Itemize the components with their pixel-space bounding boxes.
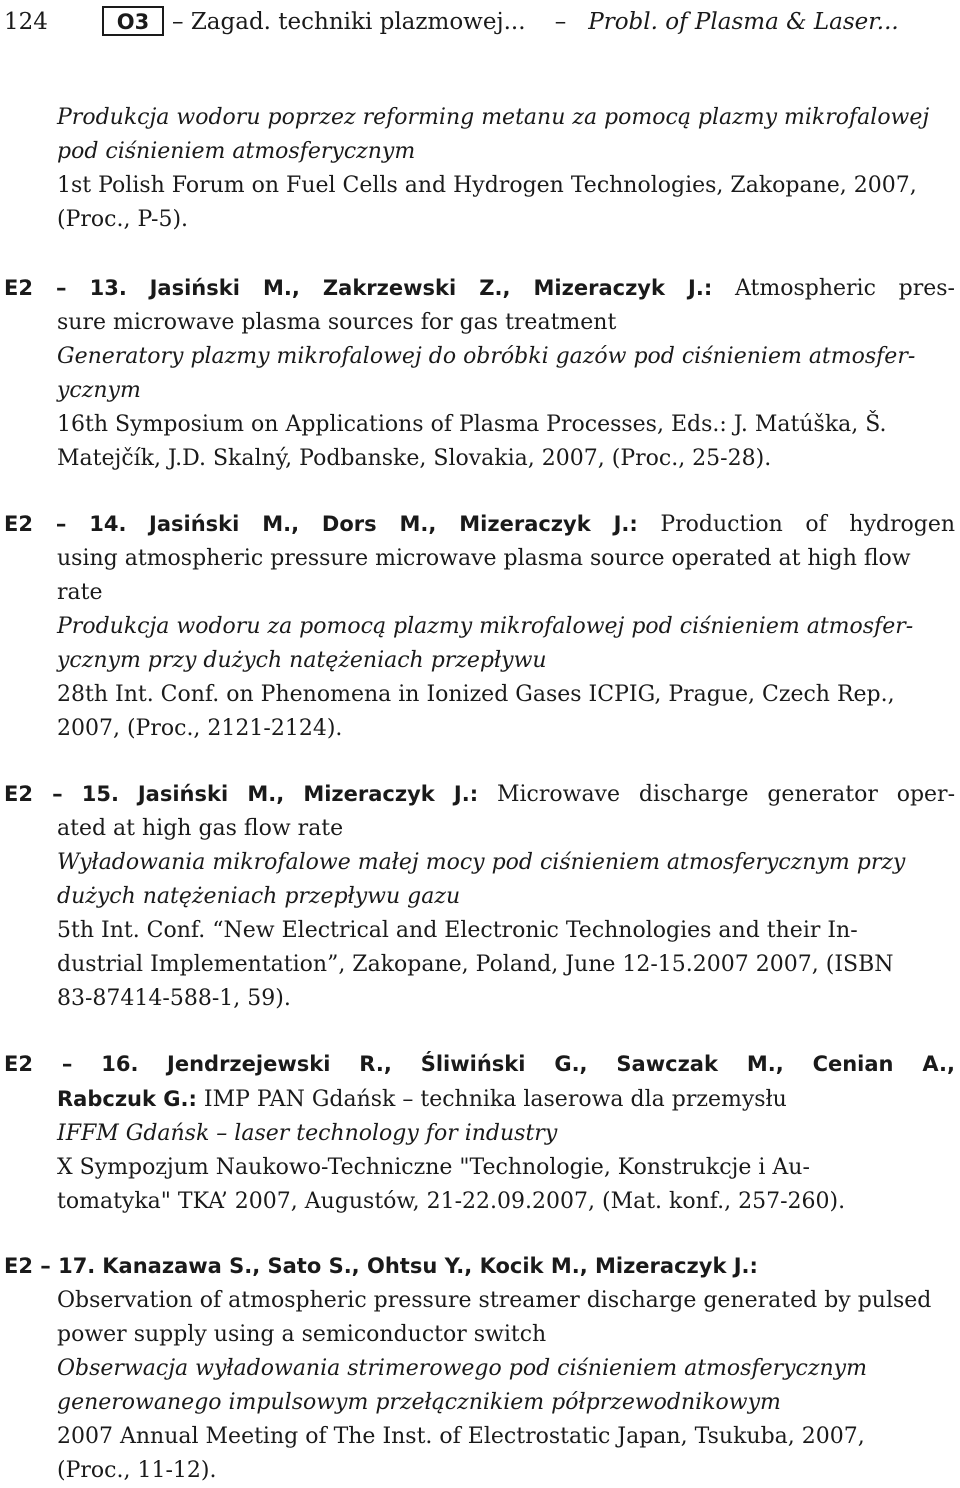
entry-authors: Jasiński M., Zakrzewski Z., Mizeraczyk J.: [149,276,713,300]
entry-authors: Jasiński M., Mizeraczyk J.: [137,782,479,806]
header-title-en: Probl. of Plasma & Laser... [588,9,899,35]
entry-first-line [4,1047,955,1082]
entry-title-pl: Obserwacja wyładowania strimerowego pod ciśnieniem atmosferycznym [57,1356,867,1381]
entry-authors: Rabczuk G.: [57,1087,197,1111]
header-title-pl: Zagad. techniki plazmowej... [190,9,526,35]
entry-title-pl: ycznym przy dużych natężeniach przepływu [57,648,547,673]
entry-title-pl: Wyładowania mikrofalowe małej mocy pod ciśnieniem atmosferycznym przy [57,850,906,875]
entry-title-en: rate [57,580,103,605]
entry-venue: 83-87414-588-1, 59). [57,986,291,1011]
continued-entry [57,101,955,237]
bibliography-entry [4,507,955,746]
entry-venue: dustrial Implementation”, Zakopane, Poland, June 12-15.2007 2007, (ISBN [57,952,894,977]
entry-title-en: Atmospheric pres- [735,276,955,301]
entry-title-pl: Produkcja wodoru poprzez reforming metanu za pomocą plazmy mikrofalowej [57,105,930,130]
entry-venue: (Proc., P-5). [57,207,189,232]
entry-authors: Kanazawa S., Sato S., Ohtsu Y., Kocik M., Mizeraczyk J.: [102,1254,758,1278]
entry-title-en: using atmospheric pressure microwave plasma source operated at high flow [57,546,911,571]
entry-title-en: Microwave discharge generator oper- [496,782,956,807]
entry-title-pl: dużych natężeniach przepływu gazu [57,884,461,909]
entry-venue: X Sympozjum Naukowo-Techniczne "Technologie, Konstrukcje i Au- [57,1155,810,1180]
entry-title-pl: ycznym [57,378,141,403]
bibliography-entry [4,271,955,476]
entry-title-pl: pod ciśnieniem atmosferycznym [57,139,416,164]
entry-title-pl: generowanego impulsowym przełącznikiem półprzewodnikowym [57,1390,781,1415]
entry-title-pl: Produkcja wodoru za pomocą plazmy mikrofalowej pod ciśnieniem atmosfer- [57,614,914,639]
entry-title-en: sure microwave plasma sources for gas treatment [57,310,617,335]
bibliography-entry [4,1249,955,1488]
running-header [4,5,954,39]
entry-title-pl: IMP PAN Gdańsk – technika laserowa dla przemysłu [203,1087,787,1112]
entry-venue: 16th Symposium on Applications of Plasma Processes, Eds.: J. Matúška, Š. [57,412,887,437]
entry-title-en: Observation of atmospheric pressure streamer discharge generated by pulsed [57,1288,932,1313]
entry-authors: Jasiński M., Dors M., Mizeraczyk J.: [149,512,638,536]
entry-venue: tomatyka" TKA’ 2007, Augustów, 21-22.09.2007, (Mat. konf., 257-260). [57,1189,846,1214]
entry-venue: 2007 Annual Meeting of The Inst. of Electrostatic Japan, Tsukuba, 2007, [57,1424,865,1449]
entry-venue: 2007, (Proc., 2121-2124). [57,716,343,741]
entry-first-line [4,777,955,812]
bibliography-entry [4,1047,955,1219]
entry-label: E2 – 13. [4,276,127,300]
entry-venue: Matejčík, J.D. Skalný, Podbanske, Slovakia, 2007, (Proc., 25-28). [57,446,772,471]
entry-venue: 1st Polish Forum on Fuel Cells and Hydrogen Technologies, Zakopane, 2007, [57,173,917,198]
entry-title-en: ated at high gas flow rate [57,816,344,841]
entry-venue: (Proc., 11-12). [57,1458,217,1483]
entry-title-en: Production of hydrogen [660,512,956,537]
entry-venue: 5th Int. Conf. “New Electrical and Electronic Technologies and their In- [57,918,858,943]
section-code-box: O3 [102,6,164,36]
entry-label: E2 – 15. [4,782,119,806]
entry-second-line [4,1082,955,1117]
entry-first-line [4,1249,955,1284]
bibliography-entry [4,777,955,1016]
entry-title-en: IFFM Gdańsk – laser technology for industry [57,1121,558,1146]
entry-first-line [4,507,955,542]
entry-authors: Jendrzejewski R., Śliwiński G., Sawczak M., Cenian A., [167,1052,955,1076]
entry-label: E2 – 16. [4,1052,139,1076]
entry-venue: 28th Int. Conf. on Phenomena in Ionized Gases ICPIG, Prague, Czech Rep., [57,682,895,707]
header-sep-2: – [554,9,567,35]
entry-first-line [4,271,955,306]
page-number: 124 [4,9,48,35]
entry-title-en: power supply using a semiconductor switch [57,1322,547,1347]
header-sep-1: – [172,9,184,35]
entry-label: E2 – 14. [4,512,127,536]
header-titles [172,5,899,39]
entry-label: E2 – 17. [4,1254,96,1278]
entry-title-pl: Generatory plazmy mikrofalowej do obróbki gazów pod ciśnieniem atmosfer- [57,344,916,369]
